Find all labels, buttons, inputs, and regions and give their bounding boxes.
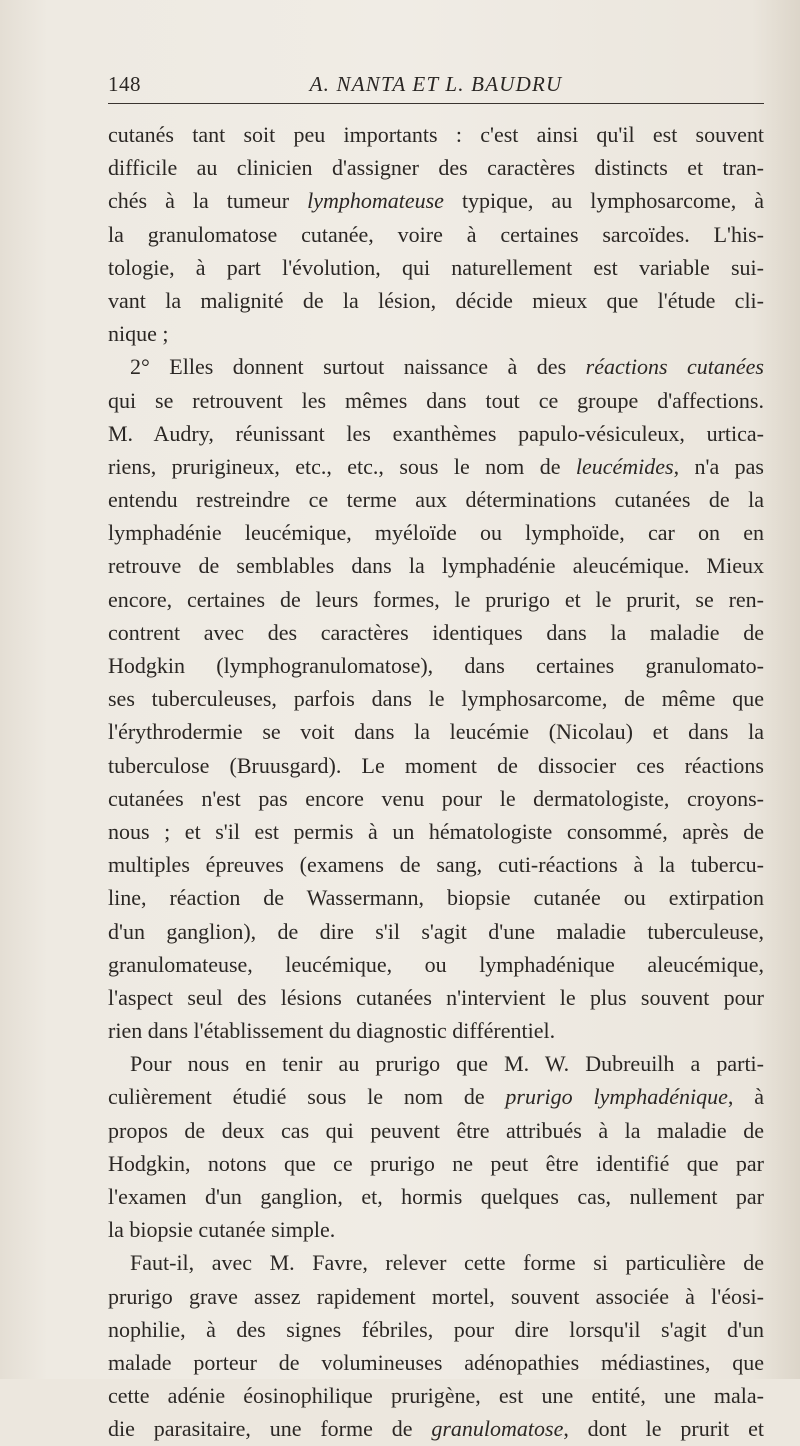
text-segment: nous ; et s'il est permis à un hématologiste consommé, après de xyxy=(108,818,764,844)
text-line xyxy=(108,782,764,815)
text-segment: cutanées n'est pas encore venu pour le dermatologiste, croyons- xyxy=(108,785,764,811)
text-segment: propos de deux cas qui peuvent être attribués à la maladie de xyxy=(108,1117,764,1143)
text-line xyxy=(108,483,764,516)
text-line xyxy=(108,251,764,284)
text-segment: , à xyxy=(727,1084,764,1110)
text-segment: vant la malignité de la lésion, décide mieux que l'étude cli- xyxy=(108,287,764,313)
text-line xyxy=(108,1147,764,1180)
text-line xyxy=(108,151,764,184)
text-segment: la granulomatose cutanée, voire à certaines sarcoïdes. L'his- xyxy=(108,221,764,247)
text-line xyxy=(108,384,764,417)
text-line xyxy=(108,682,764,715)
text-line xyxy=(108,1313,764,1346)
text-line xyxy=(108,1213,764,1246)
text-segment: tuberculose (Bruusgard). Le moment de dissocier ces réactions xyxy=(108,752,764,778)
text-segment: difficile au clinicien d'assigner des caractères distincts et tran- xyxy=(108,155,764,181)
text-line xyxy=(108,284,764,317)
text-segment: ses tuberculeuses, parfois dans le lymphosarcome, de même que xyxy=(108,686,764,712)
text-segment: chés à la tumeur xyxy=(108,188,308,214)
text-line xyxy=(108,1246,764,1279)
text-segment: typique, au lymphosarcome, à xyxy=(443,188,764,214)
text-line xyxy=(108,915,764,948)
page-number: 148 xyxy=(108,72,141,96)
text-line xyxy=(108,549,764,582)
italic-term: prurigo lymphadénique xyxy=(505,1084,728,1110)
text-line xyxy=(108,317,764,350)
italic-term: réactions cutanées xyxy=(585,354,764,380)
text-segment: Hodgkin, notons que ce prurigo ne peut être identifié que par xyxy=(108,1150,764,1176)
text-line xyxy=(108,715,764,748)
text-segment: Hodgkin (lymphogranulomatose), dans certaines granulomato- xyxy=(108,653,764,678)
header-rule xyxy=(108,103,764,104)
text-segment: granulomateuse, leucémique, ou lymphadénique aleucémique, xyxy=(108,951,764,977)
text-segment: die parasitaire, une forme de xyxy=(108,1416,432,1442)
text-segment: cutanés tant soit peu importants : c'est ainsi qu'il est souvent xyxy=(108,122,764,147)
text-line xyxy=(108,1379,764,1412)
text-line xyxy=(108,1346,764,1379)
text-segment: culièrement étudié sous le nom de xyxy=(108,1084,506,1110)
italic-term: granulomatose xyxy=(431,1416,564,1442)
text-segment: prurigo grave assez rapidement mortel, souvent associée à l'éosi- xyxy=(108,1283,764,1309)
body-text xyxy=(108,118,764,1446)
text-line xyxy=(108,1080,764,1113)
text-segment: l'examen d'un ganglion, et, hormis quelques cas, nullement par xyxy=(108,1184,764,1209)
text-segment: tologie, à part l'évolution, qui naturellement est variable sui- xyxy=(108,254,764,280)
text-line xyxy=(108,981,764,1014)
text-segment: nique ; xyxy=(108,321,169,347)
text-line xyxy=(108,1180,764,1213)
text-line xyxy=(108,1047,764,1080)
text-segment: M. Audry, réunissant les exanthèmes papulo-vésiculeux, urtica- xyxy=(108,420,764,446)
text-segment: contrent avec des caractères identiques dans la maladie de xyxy=(108,619,764,645)
text-line xyxy=(108,1014,764,1047)
text-line xyxy=(108,218,764,251)
text-segment: Pour nous en tenir au prurigo que M. W. Dubreuilh a parti- xyxy=(130,1051,764,1077)
text-segment: entendu restreindre ce terme aux déterminations cutanées de la xyxy=(108,487,764,513)
text-segment: rien dans l'établissement du diagnostic différentiel. xyxy=(108,1018,556,1044)
text-line xyxy=(108,417,764,450)
text-segment: , n'a pas xyxy=(673,453,764,479)
italic-term: lymphomateuse xyxy=(307,188,444,214)
text-line xyxy=(108,350,764,383)
text-line xyxy=(108,749,764,782)
text-segment: la biopsie cutanée simple. xyxy=(108,1217,336,1243)
text-line xyxy=(108,118,764,151)
text-segment: Faut-il, avec M. Favre, relever cette forme si particulière de xyxy=(130,1250,764,1276)
text-line xyxy=(108,1412,764,1445)
running-head: A. NANTA ET L. BAUDRU xyxy=(309,72,563,96)
text-segment: encore, certaines de leurs formes, le prurigo et le prurit, se ren- xyxy=(108,586,764,612)
text-line xyxy=(108,516,764,549)
text-line xyxy=(108,948,764,981)
text-segment: l'aspect seul des lésions cutanées n'intervient le plus souvent pour xyxy=(108,984,764,1010)
text-segment: d'un ganglion), de dire s'il s'agit d'une maladie tuberculeuse, xyxy=(108,918,764,944)
text-line xyxy=(108,1114,764,1147)
text-line xyxy=(108,848,764,881)
text-line xyxy=(108,649,764,682)
text-segment: riens, prurigineux, etc., etc., sous le nom de xyxy=(108,453,576,479)
text-segment: multiples épreuves (examens de sang, cuti-réactions à la tubercu- xyxy=(108,852,764,878)
text-segment: nophilie, à des signes fébriles, pour dire lorsqu'il s'agit d'un xyxy=(108,1316,764,1342)
italic-term: leucémides xyxy=(575,453,674,479)
text-line xyxy=(108,583,764,616)
text-segment: retrouve de semblables dans la lymphadénie aleucémique. Mieux xyxy=(108,553,764,579)
text-segment: malade porteur de volumineuses adénopathies médiastines, que xyxy=(108,1349,764,1375)
text-segment: line, réaction de Wassermann, biopsie cutanée ou extirpation xyxy=(108,885,764,911)
text-line xyxy=(108,881,764,914)
text-segment: qui se retrouvent les mêmes dans tout ce groupe d'affections. xyxy=(108,387,764,413)
text-segment: 2° Elles donnent surtout naissance à des xyxy=(130,354,586,380)
text-line xyxy=(108,1280,764,1313)
text-line xyxy=(108,184,764,217)
page-header xyxy=(108,72,764,104)
text-line xyxy=(108,815,764,848)
text-line xyxy=(108,450,764,483)
text-segment: l'érythrodermie se voit dans la leucémie (Nicolau) et dans la xyxy=(108,719,764,745)
text-segment: cette adénie éosinophilique prurigène, est une entité, une mala- xyxy=(108,1383,764,1409)
text-line xyxy=(108,616,764,649)
text-segment: lymphadénie leucémique, myéloïde ou lymphoïde, car on en xyxy=(108,520,764,546)
text-segment: , dont le prurit et xyxy=(563,1416,764,1442)
